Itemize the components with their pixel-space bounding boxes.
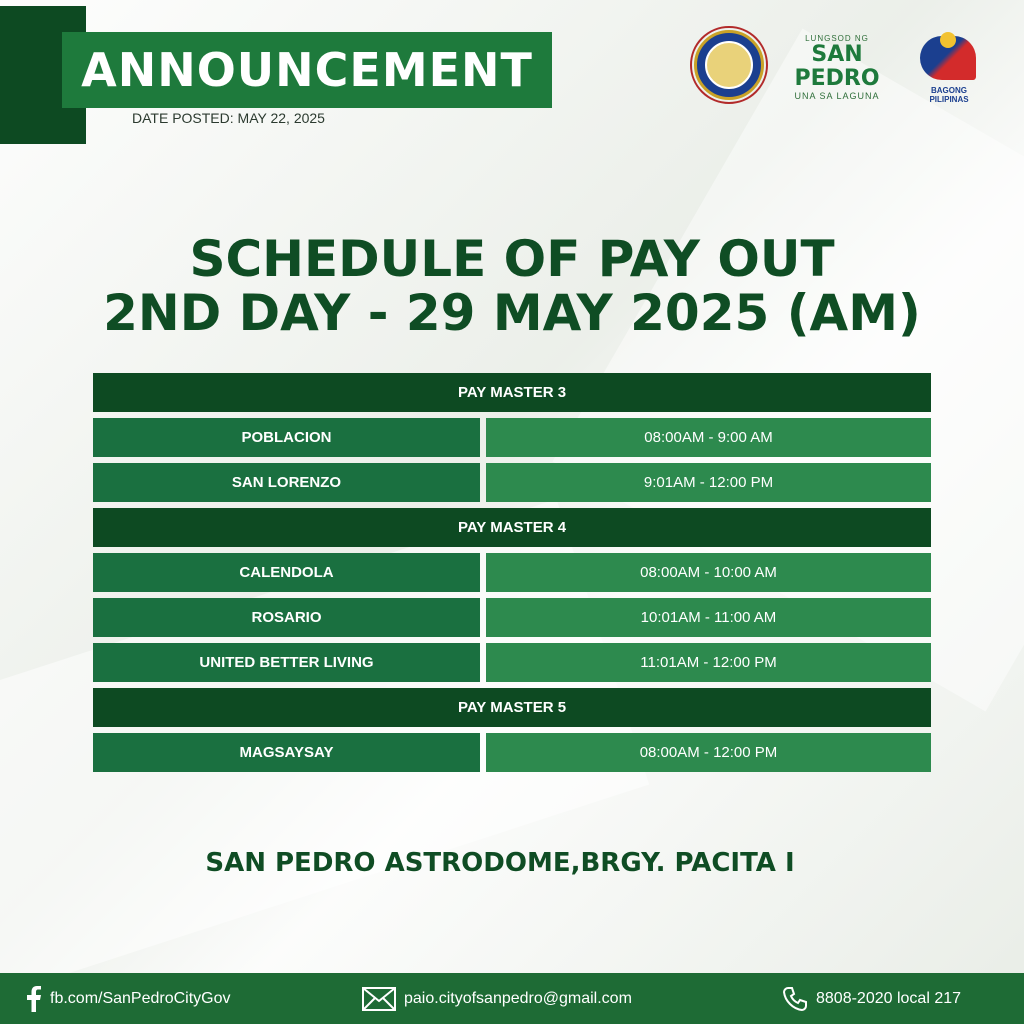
time-cell: 9:01AM - 12:00 PM (486, 463, 931, 502)
mail-icon (362, 987, 396, 1011)
table-header-row (93, 373, 931, 412)
city-seal-center (705, 41, 753, 89)
time-cell: 11:01AM - 12:00 PM (486, 643, 931, 682)
table-row (93, 643, 931, 682)
paymaster-4-header: PAY MASTER 4 (93, 508, 931, 547)
venue-text: SAN PEDRO ASTRODOME,BRGY. PACITA I (205, 848, 795, 878)
san-pedro-wordmark: SAN PEDRO (794, 42, 880, 91)
footer-facebook[interactable] (26, 973, 231, 1024)
barangay-cell: CALENDOLA (93, 553, 480, 592)
time-cell: 08:00AM - 12:00 PM (486, 733, 931, 772)
title-line-1: SCHEDULE OF PAY OUT (189, 230, 835, 288)
page-title (0, 232, 1024, 340)
sun-icon (940, 32, 956, 48)
table-header-row (93, 688, 931, 727)
city-seal-logo (694, 30, 764, 100)
barangay-cell: SAN LORENZO (93, 463, 480, 502)
footer-phone[interactable] (782, 973, 961, 1024)
phone-number[interactable]: 8808-2020 local 217 (816, 989, 962, 1007)
bagong-pilipinas-label: BAGONG PILIPINAS (929, 86, 969, 104)
una-sa-laguna-tagline: UNA SA LAGUNA (794, 91, 880, 101)
table-row (93, 598, 931, 637)
bagong-pilipinas-logo (912, 30, 986, 104)
date-posted: DATE POSTED: MAY 22, 2025 (132, 110, 325, 126)
paymaster-5-header: PAY MASTER 5 (93, 688, 931, 727)
lungsod-label: LUNGSOD NG (805, 34, 869, 43)
table-row (93, 553, 931, 592)
title-line-2: 2ND DAY - 29 MAY 2025 (AM) (103, 284, 921, 342)
banner-title: ANNOUNCEMENT (81, 43, 533, 97)
time-cell: 08:00AM - 10:00 AM (486, 553, 931, 592)
barangay-cell: MAGSAYSAY (93, 733, 480, 772)
schedule-table (93, 373, 931, 778)
time-cell: 10:01AM - 11:00 AM (486, 598, 931, 637)
paymaster-3-header: PAY MASTER 3 (93, 373, 931, 412)
barangay-cell: POBLACION (93, 418, 480, 457)
table-header-row (93, 508, 931, 547)
facebook-icon (26, 986, 42, 1012)
announcement-banner (62, 32, 552, 108)
facebook-link[interactable]: fb.com/SanPedroCityGov (50, 989, 231, 1007)
table-row (93, 418, 931, 457)
barangay-cell: UNITED BETTER LIVING (93, 643, 480, 682)
san-pedro-logo (772, 34, 902, 101)
email-link[interactable]: paio.cityofsanpedro@gmail.com (404, 989, 632, 1007)
barangay-cell: ROSARIO (93, 598, 480, 637)
time-cell: 08:00AM - 9:00 AM (486, 418, 931, 457)
footer-email[interactable] (362, 973, 632, 1024)
table-row (93, 733, 931, 772)
contact-footer (0, 973, 1024, 1024)
phone-icon (782, 986, 808, 1012)
table-row (93, 463, 931, 502)
